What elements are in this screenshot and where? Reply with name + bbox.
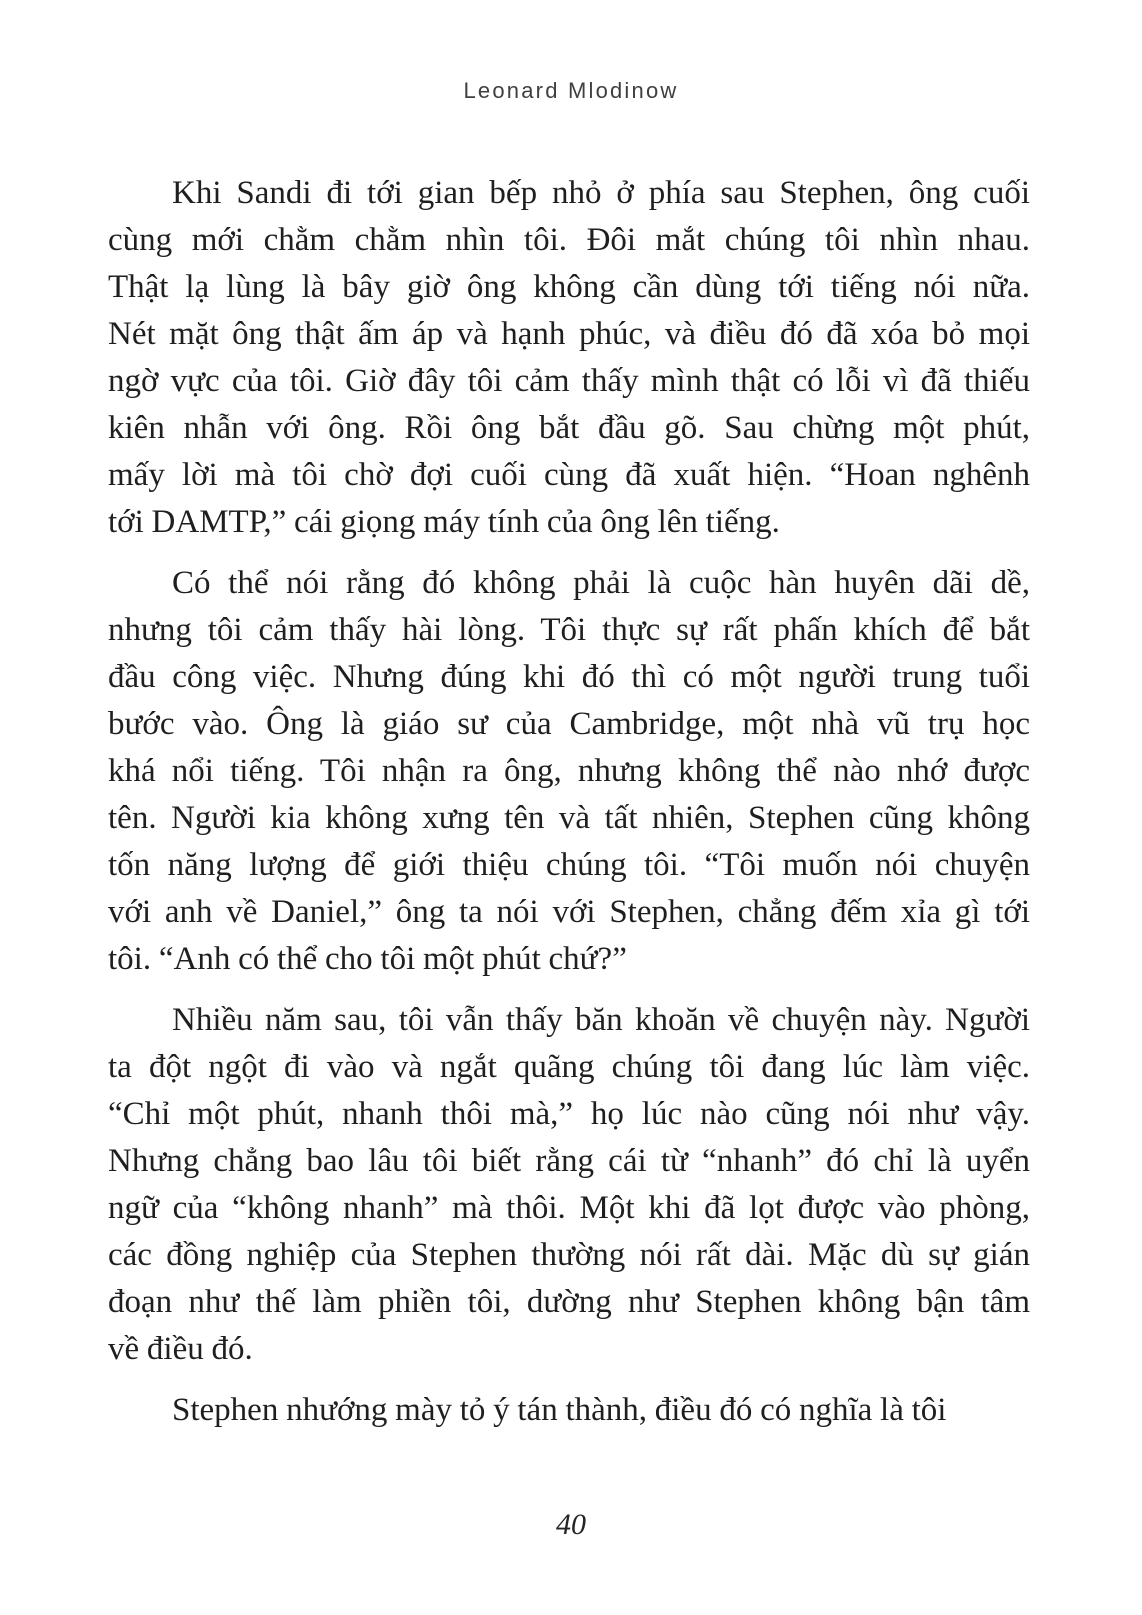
text-line: tôi. “Anh có thể cho tôi một phút chứ?” [108,941,627,977]
text-line: Thật lạ lùng là bây giờ ông không cần dùng tới tiếng nói nữa. [108,269,1030,305]
text-line: Nét mặt ông thật ấm áp và hạnh phúc, và điều đó đã xóa bỏ mọi [108,316,1030,352]
text-line: tên. Người kia không xưng tên và tất nhiên, Stephen cũng không [108,800,1030,836]
text-line: khá nổi tiếng. Tôi nhận ra ông, nhưng không thể nào nhớ được [108,753,1030,789]
text-line: ngờ vực của tôi. Giờ đây tôi cảm thấy mình thật có lỗi vì đã thiếu [108,363,1030,399]
text-line: mấy lời mà tôi chờ đợi cuối cùng đã xuất hiện. “Hoan nghênh [108,457,1030,493]
text-line: bước vào. Ông là giáo sư của Cambridge, một nhà vũ trụ học [108,706,1030,742]
text-line: nhưng tôi cảm thấy hài lòng. Tôi thực sự rất phấn khích để bắt [108,612,1030,648]
paragraph [108,1387,1030,1434]
text-line: đầu công việc. Nhưng đúng khi đó thì có một người trung tuổi [108,659,1030,695]
text-line: Có thể nói rằng đó không phải là cuộc hàn huyên dãi dề, [172,565,1030,601]
text-line: về điều đó. [108,1331,253,1367]
text-line: Nhưng chẳng bao lâu tôi biết rằng cái từ “nhanh” đó chỉ là uyển [108,1143,1030,1179]
text-line: cùng mới chằm chằm nhìn tôi. Đôi mắt chúng tôi nhìn nhau. [108,222,1030,258]
text-line: các đồng nghiệp của Stephen thường nói rất dài. Mặc dù sự gián [108,1237,1030,1273]
text-line: Nhiều năm sau, tôi vẫn thấy băn khoăn về chuyện này. Người [172,1002,1030,1038]
text-line: với anh về Daniel,” ông ta nói với Stephen, chẳng đếm xỉa gì tới [108,894,1030,930]
text-line: “Chỉ một phút, nhanh thôi mà,” họ lúc nào cũng nói như vậy. [108,1096,1030,1132]
text-line: Stephen nhướng mày tỏ ý tán thành, điều đó có nghĩa là tôi [172,1392,947,1428]
text-line: kiên nhẫn với ông. Rồi ông bắt đầu gõ. Sau chừng một phút, [108,410,1030,446]
text-line: ngữ của “không nhanh” mà thôi. Một khi đã lọt được vào phòng, [108,1190,1030,1226]
paragraph [108,997,1030,1373]
text-line: tốn năng lượng để giới thiệu chúng tôi. “Tôi muốn nói chuyện [108,847,1030,883]
text-line: tới DAMTP,” cái giọng máy tính của ông lên tiếng. [108,504,780,540]
page-body-text [108,170,1030,1434]
running-header-author: Leonard Mlodinow [463,78,679,103]
text-line: đoạn như thế làm phiền tôi, dường như Stephen không bận tâm [108,1284,1030,1320]
text-line: Khi Sandi đi tới gian bếp nhỏ ở phía sau Stephen, ông cuối [172,175,1030,211]
page-number: 40 [556,1508,586,1541]
paragraph [108,560,1030,983]
text-line: ta đột ngột đi vào và ngắt quãng chúng tôi đang lúc làm việc. [108,1049,1030,1085]
paragraph [108,170,1030,546]
